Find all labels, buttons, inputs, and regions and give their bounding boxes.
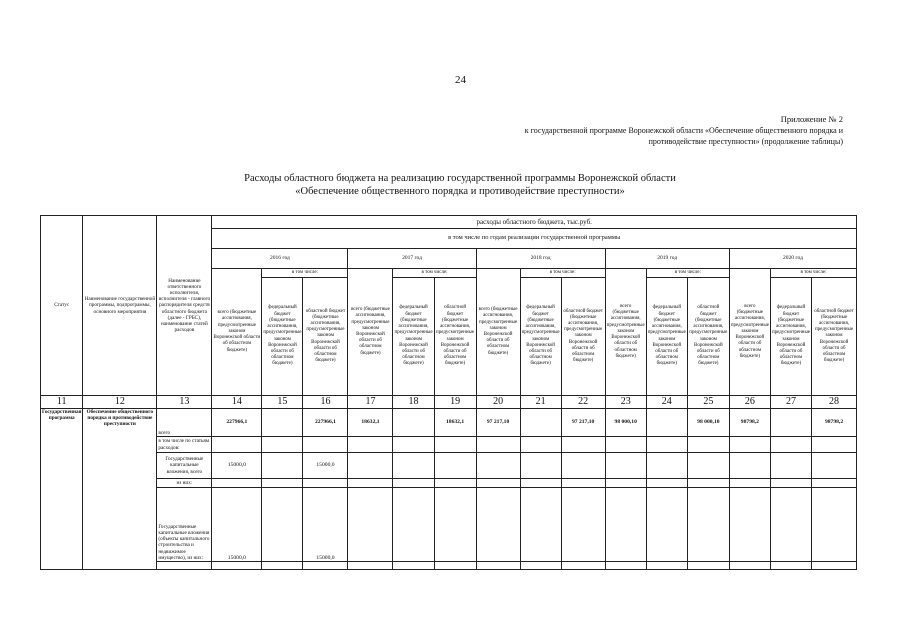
year-2019-header: 2019 год: [605, 249, 729, 269]
executor-cell: в том числе по статьям расходов:: [157, 437, 212, 453]
executor-cell: всего: [157, 409, 212, 437]
value-cell: 15000,0: [303, 453, 348, 479]
y2020-incl-header: в том числе:: [770, 269, 856, 278]
col-number: 26: [729, 396, 770, 409]
col-number: 12: [83, 396, 157, 409]
table-row: [41, 437, 857, 453]
col-number: 20: [476, 396, 520, 409]
col-number: 13: [157, 396, 212, 409]
table-row: [41, 479, 857, 488]
year-2016-header: 2016 год: [212, 249, 348, 269]
year-2018-header: 2018 год: [476, 249, 605, 269]
table-row: [41, 409, 857, 437]
col-number: 16: [303, 396, 348, 409]
y2018-federal-header: федеральный бюджет (бюджетные ассигнования, предусмотренные законом Воронежской области об областном бюджете): [520, 278, 561, 396]
year-2020-header: 2020 год: [729, 249, 856, 269]
y2020-regional-header: областной бюджет (бюджетные ассигнования, предусмотренные законом Воронежской области об областном бюджете): [812, 278, 857, 396]
appendix-note: [525, 114, 843, 147]
y2019-incl-header: в том числе:: [646, 269, 729, 278]
year-2017-header: 2017 год: [348, 249, 476, 269]
table-row: [41, 562, 857, 570]
col-number: 28: [812, 396, 857, 409]
y2018-incl-header: в том числе:: [520, 269, 605, 278]
appendix-title: Приложение № 2: [780, 114, 843, 124]
col-number: 25: [687, 396, 729, 409]
col-number: 22: [561, 396, 605, 409]
value-cell: 98 000,10: [605, 409, 646, 437]
appendix-line-1: к государственной программе Воронежской области «Обеспечение общественного порядка и: [524, 126, 843, 135]
col-number: 11: [41, 396, 83, 409]
value-cell: 98 000,10: [687, 409, 729, 437]
value-cell: [520, 409, 561, 437]
value-cell: 97 217,10: [561, 409, 605, 437]
value-cell: 15000,0: [212, 453, 262, 479]
executor-cell: Государственные капитальные вложения, всего: [157, 453, 212, 479]
column-number-row: [41, 396, 857, 409]
y2020-total-header: всего (бюджетные ассигнования, предусмотренные законом Воронежской области об областном бюджете): [729, 269, 770, 396]
y2018-regional-header: областной бюджет (бюджетные ассигнования, предусмотренные законом Воронежской области об областном бюджете): [561, 278, 605, 396]
header-by-years: в том числе по годам реализации государственной программы: [212, 229, 857, 249]
y2018-total-header: всего (бюджетные ассигнования, предусмотренные законом Воронежской области об областном бюджете): [476, 269, 520, 396]
value-cell: [646, 409, 687, 437]
table-row: [41, 488, 857, 562]
value-cell: 98798,2: [812, 409, 857, 437]
col-number: 14: [212, 396, 262, 409]
program-name-cell: Обеспечение общественного порядка и противодействие преступности: [83, 409, 157, 570]
col-name-header: Наименование государственной программы, подпрограммы, основного мероприятия: [83, 216, 157, 396]
title-line-1: Расходы областного бюджета на реализацию государственной программы Воронежской области: [244, 173, 676, 184]
title-line-2: «Обеспечение общественного порядка и противодействие преступности»: [295, 186, 625, 197]
value-cell: 18632,1: [348, 409, 393, 437]
y2019-regional-header: областной бюджет (бюджетные ассигнования, предусмотренные законом Воронежской области об областном бюджете): [687, 278, 729, 396]
col-number: 21: [520, 396, 561, 409]
value-cell: 15000,0: [212, 488, 262, 562]
executor-cell: Государственные капитальные вложения (объекты капитального строительства и недвижимое имущество), из них:: [157, 488, 212, 562]
value-cell: 97 217,10: [476, 409, 520, 437]
value-cell: [393, 409, 434, 437]
y2016-federal-header: федеральный бюджет (бюджетные ассигнования, предусмотренные законом Воронежской области об областном бюджете): [262, 278, 303, 396]
y2017-total-header: всего (бюджетные ассигнования, предусмотренные законом Воронежской области об областном бюджете): [348, 269, 393, 396]
col-number: 17: [348, 396, 393, 409]
table-row: [41, 453, 857, 479]
col-number: 27: [770, 396, 811, 409]
y2017-regional-header: областной бюджет (бюджетные ассигнования, предусмотренные законом Воронежской области об областном бюджете): [434, 278, 476, 396]
col-number: 19: [434, 396, 476, 409]
value-cell: 15000,0: [303, 488, 348, 562]
value-cell: [770, 409, 811, 437]
y2020-federal-header: федеральный бюджет (бюджетные ассигнования, предусмотренные законом Воронежской области об областном бюджете): [770, 278, 811, 396]
value-cell: [262, 409, 303, 437]
executor-cell: из них:: [157, 479, 212, 488]
appendix-line-2: противодействие преступности» (продолжение таблицы): [648, 137, 843, 146]
y2016-total-header: всего (бюджетные ассигнования, предусмотренные законом Воронежской области об областном бюджете): [212, 269, 262, 396]
col-number: 24: [646, 396, 687, 409]
value-cell: 227966,1: [212, 409, 262, 437]
col-status-header: Статус: [41, 216, 83, 396]
y2019-federal-header: федеральный бюджет (бюджетные ассигнования, предусмотренные законом Воронежской области об областном бюджете): [646, 278, 687, 396]
y2019-total-header: всего (бюджетные ассигнования, предусмотренные законом Воронежской области об областном бюджете): [605, 269, 646, 396]
value-cell: 18632,1: [434, 409, 476, 437]
budget-table: [40, 215, 857, 570]
status-cell: Государственная программа: [41, 409, 83, 570]
value-cell: 227966,1: [303, 409, 348, 437]
y2017-incl-header: в том числе:: [393, 269, 476, 278]
col-number: 15: [262, 396, 303, 409]
y2016-regional-header: областной бюджет (бюджетные ассигнования, предусмотренные законом Воронежской области об областном бюджете): [303, 278, 348, 396]
col-number: 23: [605, 396, 646, 409]
header-expenses: расходы областного бюджета, тыс.руб.: [212, 216, 857, 229]
y2016-incl-header: в том числе:: [262, 269, 348, 278]
col-executor-header: Наименование ответственного исполнителя, исполнителя - главного распорядителя средств областного бюджета (далее - ГРБС), наименование статей расходов: [157, 216, 212, 396]
page-number: 24: [455, 74, 466, 86]
value-cell: 98798,2: [729, 409, 770, 437]
y2017-federal-header: федеральный бюджет (бюджетные ассигнования, предусмотренные законом Воронежской области об областном бюджете): [393, 278, 434, 396]
col-number: 18: [393, 396, 434, 409]
document-title: [180, 172, 740, 198]
